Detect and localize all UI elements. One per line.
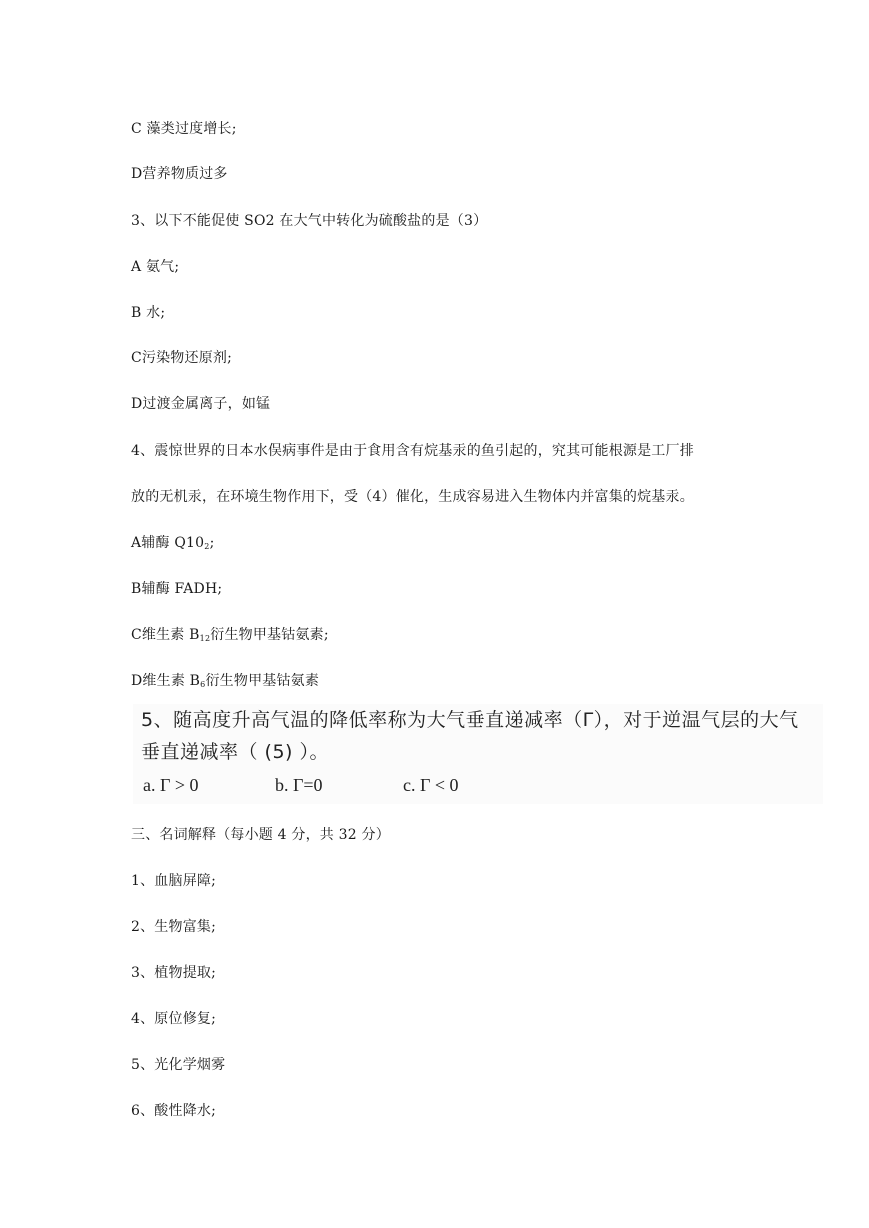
term-item: 5、光化学烟雾 [131, 1057, 226, 1073]
scanned-question-5 [133, 704, 823, 804]
term-item: 1、血脑屏障; [131, 873, 217, 889]
option-d-vitamin-b6: D维生素 $B_6$衍生物甲基钴氨素 [131, 673, 320, 689]
question-5-line1: 5、随高度升高气温的降低率称为大气垂直递减率（Γ），对于逆温气层的大气 [141, 709, 799, 731]
term-item: 3、植物提取; [131, 965, 217, 981]
term-item: 4、原位修复; [131, 1011, 217, 1027]
option-b-water: B 水; [131, 305, 166, 321]
option-c-reductant: C污染物还原剂; [131, 350, 233, 366]
option-c-gamma-negative: c. Γ < 0 [403, 775, 459, 795]
option-b-fadh: B辅酶 FADH; [131, 581, 223, 597]
option-b-gamma-zero: b. Γ=0 [275, 775, 323, 795]
term-item: 6、酸性降水; [131, 1103, 217, 1119]
option-c-vitamin-b12: C维生素 $B_{12}$衍生物甲基钴氨素; [131, 627, 329, 643]
option-a-ammonia: A 氨气; [131, 259, 180, 275]
term-item: 2、生物富集; [131, 919, 217, 935]
question-3: 3、以下不能促使 SO2 在大气中转化为硫酸盐的是（3） [131, 213, 488, 229]
option-d-nutrients: D营养物质过多 [131, 166, 228, 182]
option-a-gamma-positive: a. Γ > 0 [143, 775, 199, 795]
question-4-line1: 4、震惊世界的日本水俣病事件是由于食用含有烷基汞的鱼引起的，究其可能根源是工厂排 [131, 443, 694, 459]
question-4-line2: 放的无机汞，在环境生物作用下，受（4）催化，生成容易进入生物体内并富集的烷基汞。 [131, 489, 694, 505]
option-c-algae: C 藻类过度增长; [131, 121, 237, 137]
option-a-coenzyme-q10: A辅酶 $Q10_2$; [131, 535, 215, 551]
question-5-line2: 垂直递减率（ (5) ）。 [141, 741, 329, 763]
section-3-heading: 三、名词解释（每小题 4 分，共 32 分） [131, 827, 390, 843]
option-d-metal-ions: D过渡金属离子，如锰 [131, 396, 271, 412]
